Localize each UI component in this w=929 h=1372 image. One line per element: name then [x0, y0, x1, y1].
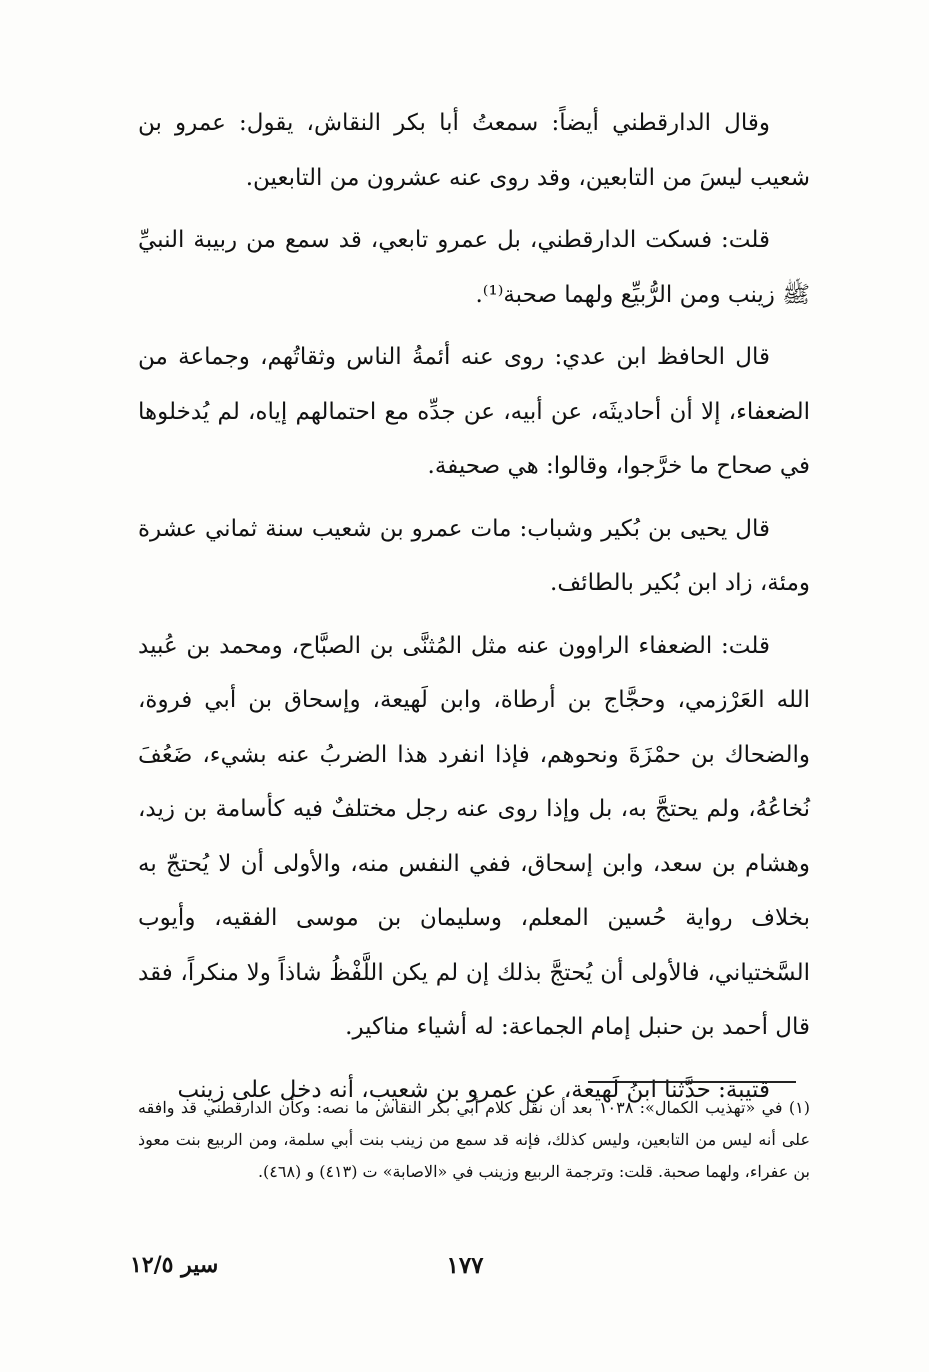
paragraph-3: قال الحافظ ابن عدي: روى عنه أئمةُ الناس وثقاتُهم، وجماعة من الضعفاء، إلا أن أحاديثَه، عن أبيه، عن جدِّه مع احتمالهم إياه، لم يُدخلوها في صحاح ما خرَّجوا، وقالوا: هي صحيفة.: [138, 344, 810, 479]
paragraph-6: قتيبة: حدَّثنا ابنُ لَهيعة، عن عمرو بن شعيب، أنه دخل على زينب: [177, 1076, 770, 1103]
footnote-divider: [588, 1081, 796, 1083]
paragraph-2: قلت: فسكت الدارقطني، بل عمرو تابعي، قد سمع من ربيبة النبيِّ ﷺ زينب ومن الرُّبيِّع ولهما صحبة⁽¹⁾.: [138, 227, 810, 308]
signature-mark: سير ١٢/٥: [130, 1252, 219, 1278]
main-text: [138, 96, 810, 1125]
footnote-text: (١) في «تهذيب الكمال»: ١٠٣٨ بعد أن نقل كلام أبي بكر النقاش ما نصه: وكأن الدارقطني قد وافقه على أنه ليس من التابعين، وليس كذلك، فإنه قد سمع من زينب بنت أبي سلمة، ومن الربيع بنت معوذ بن عفراء، ولهما صحبة. قلت: وترجمة الربيع وزينب في «الاصابة» ت (٤١٣) و (٤٦٨).: [138, 1098, 810, 1181]
page-number: ١٧٧: [446, 1252, 484, 1279]
footnote: [138, 1092, 810, 1188]
paragraph-1: وقال الدارقطني أيضاً: سمعتُ أبا بكر النقاش، يقول: عمرو بن شعيب ليسَ من التابعين، وقد روى عنه عشرون من التابعين.: [138, 110, 810, 191]
paragraph-4: قال يحيى بن بُكير وشباب: مات عمرو بن شعيب سنة ثماني عشرة ومئة، زاد ابن بُكير بالطائف.: [138, 515, 810, 596]
paragraph-5: قلت: الضعفاء الراوون عنه مثل المُثنَّى بن الصبَّاح، ومحمد بن عُبيد الله العَرْزمي، وحجَّاج بن أرطاة، وابن لَهيعة، وإسحاق بن أبي فروة، والضحاك بن حمْزَةَ ونحوهم، فإذا انفرد هذا الضربُ عنه بشيء، ضَعُفَ نُخاعُهُ، ولم يحتجَّ به، بل وإذا روى عنه رجل مختلفٌ فيه كأسامة بن زيد، وهشام بن سعد، وابن إسحاق، ففي النفس منه، والأولى أن لا يُحتجّ به بخلاف رواية حُسين المعلم، وسليمان بن موسى الفقيه، وأيوب السَّختياني، فالأولى أن يُحتجَّ بذلك إن لم يكن اللَّفْظُ شاذاً ولا منكراً، فقد قال أحمد بن حنبل إمام الجماعة: له أشياء مناكير.: [138, 632, 810, 1040]
